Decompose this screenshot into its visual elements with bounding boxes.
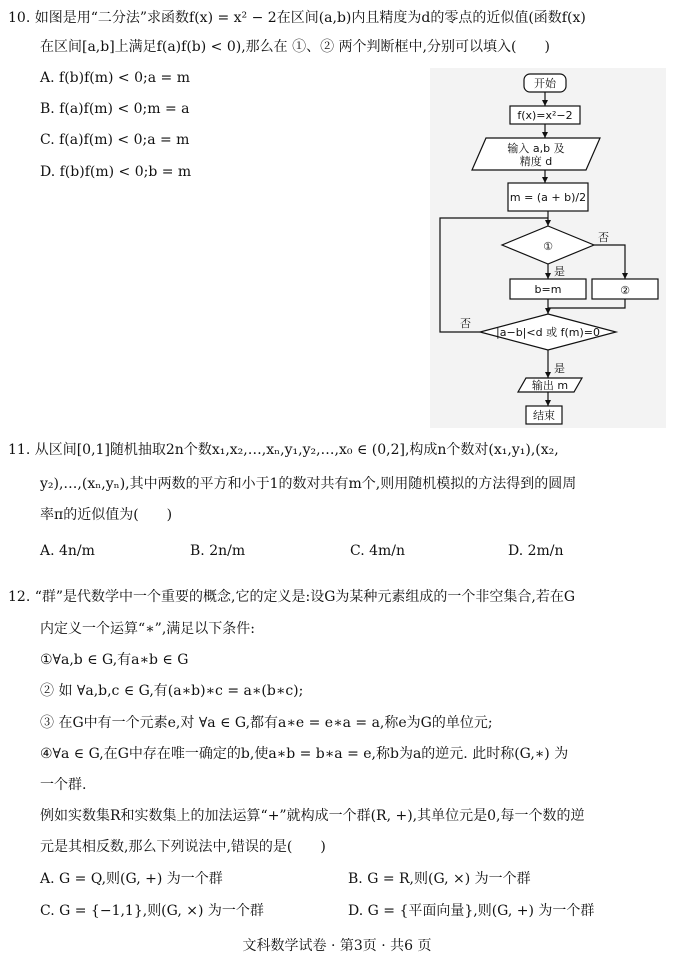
page-footer: 文科数学试卷 · 第3页 · 共6 页 <box>242 938 432 954</box>
q12-stem-line2: 内定义一个运算“∗”,满足以下条件: <box>40 621 255 637</box>
q10-option-c: C. f(a)f(m) < 0;a = m <box>40 132 190 148</box>
q10-stem-line2: 在区间[a,b]上满足f(a)f(b) < 0),那么在 ①、② 两个判断框中,分别可以填入( ) <box>40 39 550 55</box>
flow-start-label: 开始 <box>534 77 556 90</box>
flow-end-label: 结束 <box>533 409 555 422</box>
q12-condition4-line2: 一个群. <box>40 777 87 793</box>
q12-option-a: A. G = Q,则(G, +) 为一个群 <box>40 871 223 887</box>
flow-input-label1: 输入 a,b 及 <box>507 142 565 155</box>
flow-assign-m-label: m = (a + b)/2 <box>509 191 587 204</box>
flow-function-label: f(x)=x²−2 <box>517 109 573 122</box>
q10-option-a: A. f(b)f(m) < 0;a = m <box>40 70 190 86</box>
q12-example-line1: 例如实数集R和实数集上的加法运算“+”就构成一个群(R, +),其单位元是0,每一个数的逆 <box>40 808 585 824</box>
q12-condition4-line1: ④∀a ∈ G,在G中存在唯一确定的b,使a∗b = b∗a = e,称b为a的逆元. 此时称(G,∗) 为 <box>40 746 569 762</box>
flow-yes2-label: 是 <box>554 362 565 375</box>
flow-input-label2: 精度 d <box>519 155 553 168</box>
q10-option-b: B. f(a)f(m) < 0;m = a <box>40 101 190 117</box>
q11-option-d: D. 2m/n <box>508 543 564 559</box>
q11-stem-line2: y₂),…,(xₙ,yₙ),其中两数的平方和小于1的数对共有m个,则用随机模拟的方法得到的圆周 <box>40 476 577 492</box>
flow-decision1-label: ① <box>543 240 553 253</box>
flow-output-label: 输出 m <box>531 379 569 392</box>
q12-example-line2: 元是其相反数,那么下列说法中,错误的是( ) <box>40 839 326 855</box>
q11-option-b: B. 2n/m <box>190 543 246 559</box>
q12-stem-line1: 12. “群”是代数学中一个重要的概念,它的定义是:设G为某种元素组成的一个非空集合,若在G <box>8 589 576 605</box>
flow-box2-label: ② <box>620 284 630 297</box>
q11-option-c: C. 4m/n <box>350 543 406 559</box>
q10-stem-line1: 10. 如图是用“二分法”求函数f(x) = x² − 2在区间(a,b)内且精度为d的零点的近似值(函数f(x) <box>8 10 586 26</box>
flow-yes1-label: 是 <box>554 265 565 278</box>
q11-option-a: A. 4n/m <box>40 543 95 559</box>
flow-no1-label: 否 <box>598 231 609 244</box>
q12-option-d: D. G = {平面向量},则(G, +) 为一个群 <box>348 903 595 919</box>
q11-stem-line3: 率π的近似值为( ) <box>40 507 173 523</box>
q12-option-c: C. G = {−1,1},则(G, ×) 为一个群 <box>40 903 264 919</box>
q10-flowchart <box>430 68 666 428</box>
q12-condition3: ③ 在G中有一个元素e,对 ∀a ∈ G,都有a∗e = e∗a = a,称e为G的单位元; <box>40 715 493 731</box>
flow-decision2-label: |a−b|<d 或 f(m)=0 <box>496 326 600 339</box>
q12-option-b: B. G = R,则(G, ×) 为一个群 <box>348 871 531 887</box>
flow-bm-label: b=m <box>534 283 562 296</box>
q12-condition1: ①∀a,b ∈ G,有a∗b ∈ G <box>40 652 189 668</box>
flow-no2-label: 否 <box>460 317 471 330</box>
q11-stem-line1: 11. 从区间[0,1]随机抽取2n个数x₁,x₂,…,xₙ,y₁,y₂,…,x₀ ∈ (0,2],构成n个数对(x₁,y₁),(x₂, <box>8 442 559 458</box>
q10-option-d: D. f(b)f(m) < 0;b = m <box>40 164 192 180</box>
q12-condition2: ② 如 ∀a,b,c ∈ G,有(a∗b)∗c = a∗(b∗c); <box>40 683 304 699</box>
